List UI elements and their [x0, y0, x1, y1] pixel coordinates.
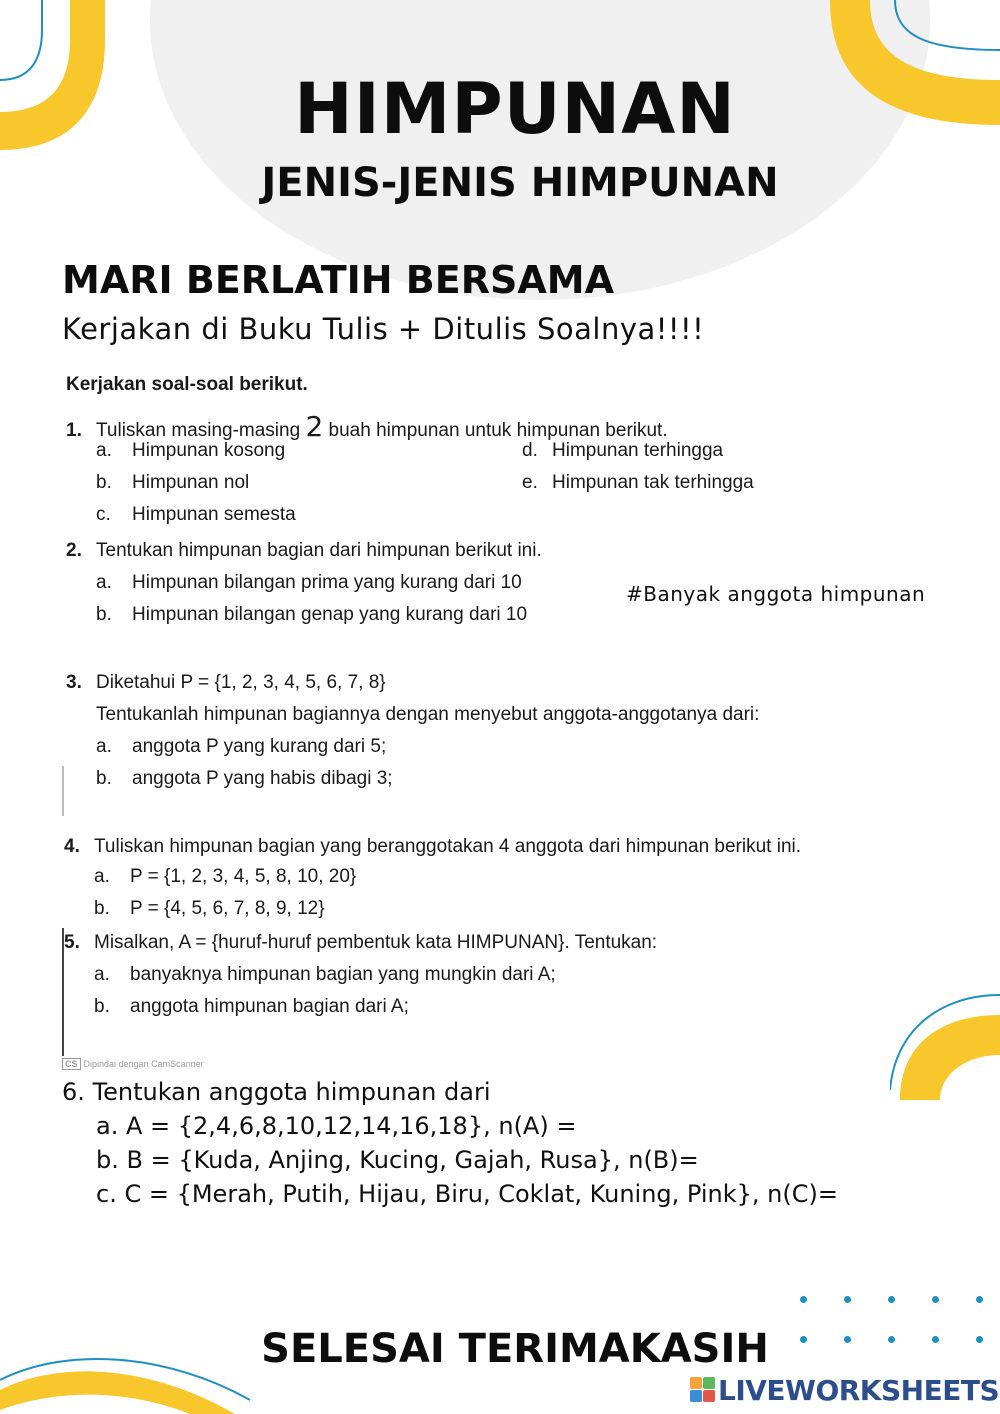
note-annotation: #Banyak anggota himpunan	[626, 582, 926, 606]
question-6-item-a: a. A = {2,4,6,8,10,12,14,16,18}, n(A) =	[96, 1112, 577, 1140]
closing-text: SELESAI TERIMAKASIH	[261, 1326, 769, 1372]
question-3: 3. Diketahui P = {1, 2, 3, 4, 5, 6, 7, 8}	[66, 672, 386, 693]
q2-option-a: a. Himpunan bilangan prima yang kurang dari 10	[96, 572, 522, 593]
question-6-item-c: c. C = {Merah, Putih, Hijau, Biru, Coklat, Kuning, Pink}, n(C)=	[96, 1180, 838, 1208]
q3-option-b: b. anggota P yang habis dibagi 3;	[96, 768, 393, 789]
q1-option-b: b. Himpunan nol	[96, 472, 250, 493]
q3-option-a: a. anggota P yang kurang dari 5;	[96, 736, 387, 757]
q1-option-a: a. Himpunan kosong	[96, 440, 286, 461]
brand-text: LIVEWORKSHEETS	[718, 1374, 1000, 1407]
question-2: 2. Tentukan himpunan bagian dari himpunan berikut ini.	[66, 540, 542, 561]
q4-option-b: b. P = {4, 5, 6, 7, 8, 9, 12}	[94, 898, 325, 919]
instruction-text: Kerjakan di Buku Tulis + Ditulis Soalnya!!!!	[62, 312, 705, 346]
scanned-worksheet	[62, 368, 962, 1068]
q1-option-e: e. Himpunan tak terhingga	[522, 472, 754, 493]
handwritten-number: 2	[305, 410, 324, 443]
q1-option-d: d. Himpunan terhingga	[522, 440, 724, 461]
section-heading: MARI BERLATIH BERSAMA	[62, 258, 614, 302]
question-5: 5. Misalkan, A = {huruf-huruf pembentuk kata HIMPUNAN}. Tentukan:	[64, 932, 658, 953]
camscanner-mark: CS Dipindai dengan CamScanner	[62, 1058, 204, 1070]
question-6-item-b: b. B = {Kuda, Anjing, Kucing, Gajah, Rusa}, n(B)=	[96, 1146, 699, 1174]
liveworksheets-logo[interactable]	[690, 1374, 999, 1407]
q2-option-b: b. Himpunan bilangan genap yang kurang dari 10	[96, 604, 528, 625]
scan-edge	[62, 766, 64, 816]
liveworksheets-icon	[690, 1377, 716, 1403]
q5-option-b: b. anggota himpunan bagian dari A;	[94, 996, 409, 1017]
page-title: HIMPUNAN	[294, 68, 736, 150]
question-3-instruction: Tentukanlah himpunan bagiannya dengan menyebut anggota-anggotanya dari:	[96, 704, 760, 725]
scan-edge-dark	[62, 928, 64, 1056]
question-6-title: 6. Tentukan anggota himpunan dari	[62, 1078, 491, 1106]
q1-option-c: c. Himpunan semesta	[96, 504, 296, 525]
question-4: 4. Tuliskan himpunan bagian yang beranggotakan 4 anggota dari himpunan berikut ini.	[64, 836, 802, 857]
q4-option-a: a. P = {1, 2, 3, 4, 5, 8, 10, 20}	[94, 866, 357, 887]
page-subtitle: JENIS-JENIS HIMPUNAN	[261, 160, 779, 206]
question-1: 1. Tuliskan masing-masing 2 buah himpunan untuk himpunan berikut.	[66, 410, 668, 443]
worksheet-heading: Kerjakan soal-soal berikut.	[66, 374, 308, 395]
q5-option-a: a. banyaknya himpunan bagian yang mungkin dari A;	[94, 964, 556, 985]
question-6	[62, 1078, 838, 1214]
